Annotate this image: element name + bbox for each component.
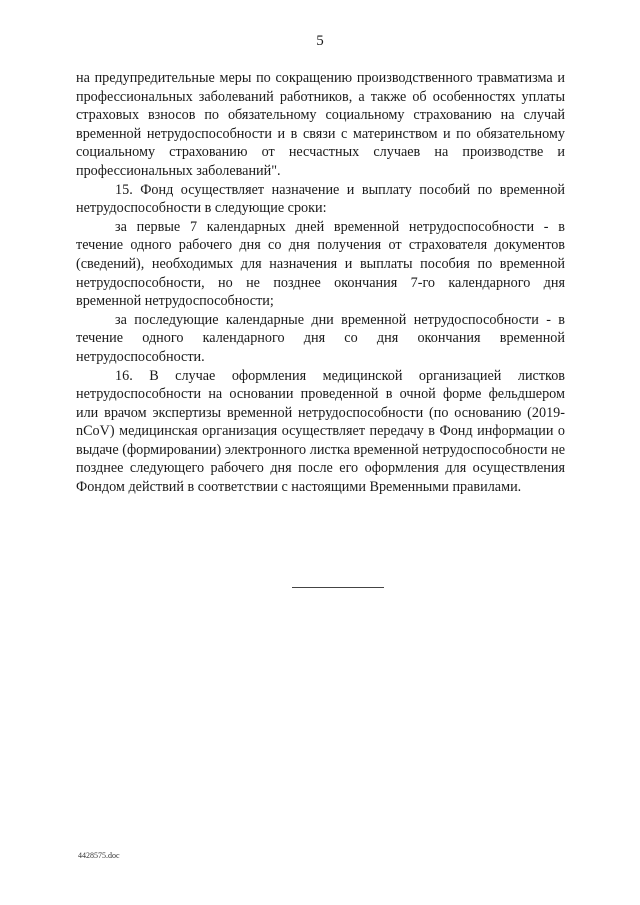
- paragraph-clause-15-first-days: за первые 7 календарных дней временной нетрудоспособности - в течение одного рабочего дня со дня получения от страхователя документов (сведений), необходимых для назначения и выплаты пособия по временной нетрудоспособности, но не позднее окончания 7-го календарного дня временной нетрудоспособности;: [76, 218, 565, 310]
- paragraph-clause-16: 16. В случае оформления медицинской организацией листков нетрудоспособности на основании проведенной в очной форме фельдшером или врачом экспертизы временной нетрудоспособности (по основанию (2019-nCoV) медицинская организация осуществляет передачу в Фонд информации о выдаче (формировании) электронного листка временной нетрудоспособности не позднее следующего рабочего дня после его оформления для осуществления Фондом действий в соответствии с настоящими Временными правилами.: [76, 367, 565, 496]
- document-body: [76, 69, 565, 497]
- footer-file-code: 4428575.doc: [78, 851, 120, 860]
- paragraph-clause-15: 15. Фонд осуществляет назначение и выплату пособий по временной нетрудоспособности в следующие сроки:: [76, 181, 565, 217]
- end-separator-line: [292, 587, 384, 588]
- paragraph-continuation: на предупредительные меры по сокращению производственного травматизма и профессиональных заболеваний работников, а также об особенностях уплаты страховых взносов по обязательному социальному страхованию на случай временной нетрудоспособности и в связи с материнством и по обязательному социальному страхованию от несчастных случаев на производстве и профессиональных заболеваний".: [76, 70, 565, 179]
- page-number: 5: [316, 33, 324, 49]
- paragraph-clause-15-subsequent-days: за последующие календарные дни временной нетрудоспособности - в течение одного календарного дня со дня окончания временной нетрудоспособности.: [76, 311, 565, 365]
